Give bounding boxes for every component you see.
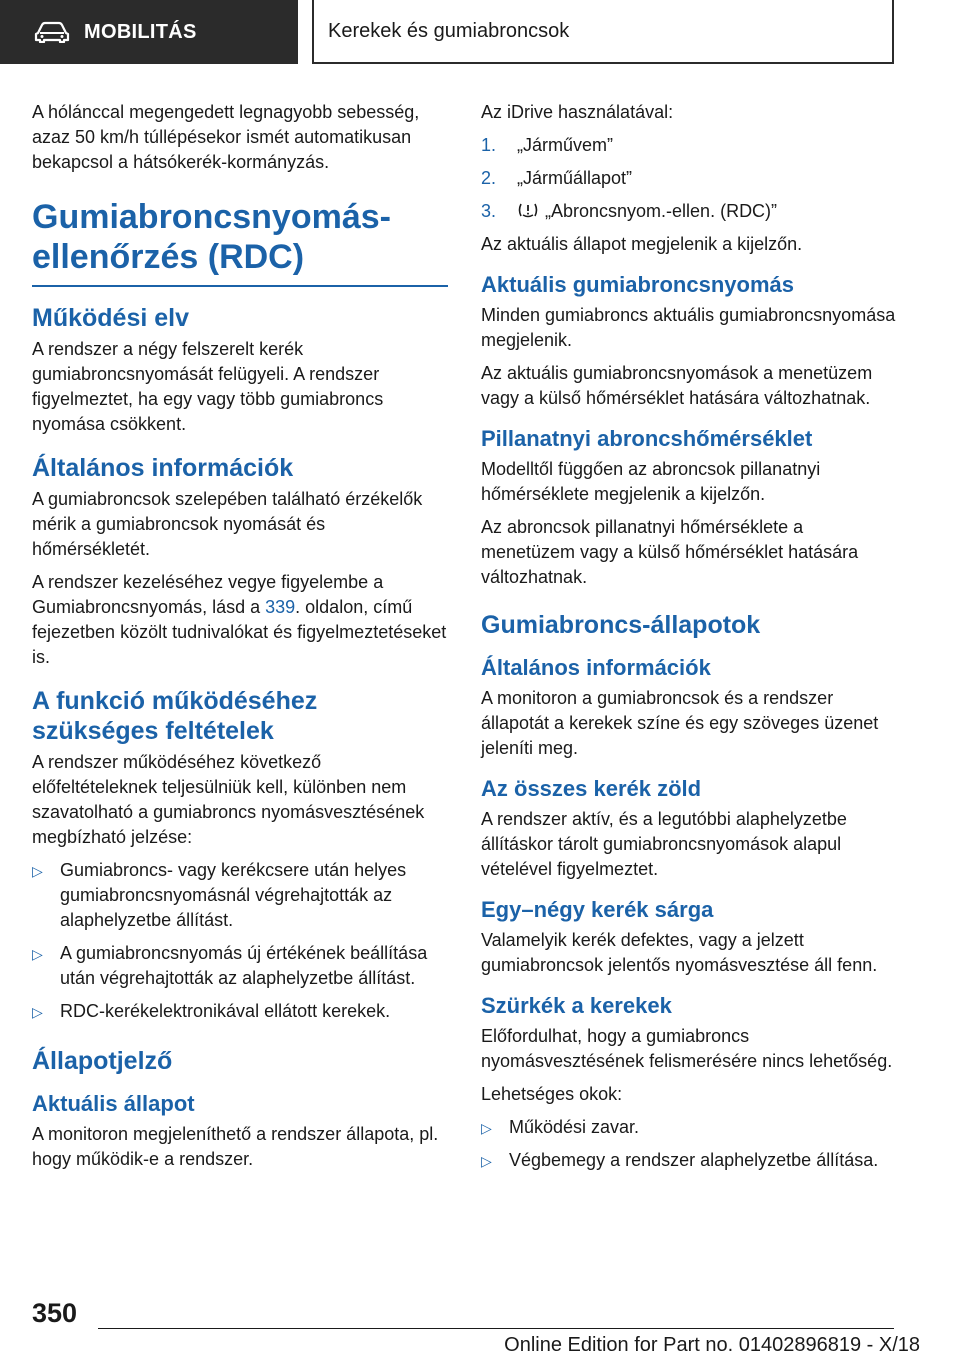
section-title: Kerekek és gumiabroncsok — [328, 19, 570, 42]
list-item-text: Végbemegy a rendszer alaphelyzetbe állítása. — [509, 1150, 879, 1170]
conditions-text: A rendszer működéséhez következő előfeltételeknek teljesülniük kell, különben nem szavatolható a gumiabroncs nyomásvesztésének megbízható jelzése: — [32, 752, 425, 847]
step-number: 2. — [481, 168, 497, 188]
heading-status-indicator: Állapotjelző — [32, 1047, 173, 1075]
list-item — [32, 941, 448, 991]
general-info-text-2b: . oldalon, című fejezetben közölt tudnivalókat és figyelmeztetéseket is. — [32, 597, 447, 667]
possible-causes-label: Lehetséges okok: — [481, 1084, 623, 1104]
idrive-intro: Az iDrive használatával: — [481, 102, 674, 122]
main-title: Gumiabroncsnyomás-ellenőrzés (RDC) — [32, 197, 448, 287]
triangle-bullet-icon: ▷ — [32, 863, 43, 879]
tire-pressure-icon — [517, 201, 539, 219]
idrive-steps — [481, 133, 897, 224]
step-number: 1. — [481, 135, 497, 155]
chapter-tab — [0, 0, 298, 64]
general-info-text-1: A gumiabroncsok szelepében található érzékelők mérik a gumiabroncsok nyomását és hőmérsékletét. — [32, 489, 423, 559]
list-item-text: Gumiabroncs- vagy kerékcsere után helyes gumiabroncsnyomásnál végrehajtották az alaphelyzetbe állítást. — [60, 860, 407, 930]
car-icon — [34, 21, 70, 43]
heading-general-info: Általános információk — [32, 454, 294, 482]
step-item — [481, 166, 897, 191]
left-column — [32, 100, 448, 1180]
general-info-text-2a: A rendszer kezeléséhez vegye figyelembe a Gumiabroncsnyomás, lásd a — [32, 572, 384, 617]
heading-working-principle: Működési elv — [32, 304, 189, 332]
tire-temperature-text-2: Az abroncsok pillanatnyi hőmérséklete a menetüzem vagy a külső hőmérséklet hatására változhatnak. — [481, 517, 859, 587]
conditions-list — [32, 858, 448, 1024]
triangle-bullet-icon: ▷ — [481, 1120, 492, 1136]
step-text: „Járműállapot” — [517, 168, 633, 188]
section-tab — [312, 0, 894, 64]
intro-paragraph: A hólánccal megengedett legnagyobb sebesség, azaz 50 km/h túllépésekor ismét automatikusan bekapcsol a hátsókerék-kormányzás. — [32, 102, 420, 172]
chapter-title: MOBILITÁS — [84, 20, 197, 43]
triangle-bullet-icon: ▷ — [32, 1004, 43, 1020]
yellow-text: Valamelyik kerék defektes, vagy a jelzett gumiabroncsok jelentős nyomásvesztése áll fenn. — [481, 930, 878, 975]
heading-tire-temperature: Pillanatnyi abroncshőmérséklet — [481, 426, 813, 451]
status-displayed-text: Az aktuális állapot megjelenik a kijelzőn. — [481, 234, 803, 254]
grey-text: Előfordulhat, hogy a gumiabroncs nyomásvesztésének felismerésére nincs lehetőség. — [481, 1026, 893, 1071]
page-reference-link[interactable]: 339 — [265, 597, 296, 617]
list-item — [32, 858, 448, 933]
tire-pressure-text-1: Minden gumiabroncs aktuális gumiabroncsnyomása megjelenik. — [481, 305, 896, 350]
heading-yellow: Egy–négy kerék sárga — [481, 897, 714, 922]
step-text: „Abroncsnyom.-ellen. (RDC)” — [545, 201, 778, 221]
heading-conditions: A funkció működéséhez szükséges feltételek — [32, 687, 318, 745]
working-principle-text: A rendszer a négy felszerelt kerék gumiabroncsnyomását felügyeli. A rendszer figyelmeztet, ha egy vagy több gumiabroncs nyomása csökkent. — [32, 339, 384, 434]
triangle-bullet-icon: ▷ — [32, 946, 43, 962]
footer-divider — [98, 1328, 894, 1329]
list-item-text: RDC-kerékelektronikával ellátott kerekek. — [60, 1001, 391, 1021]
tire-temperature-text-1: Modelltől függően az abroncsok pillanatnyi hőmérséklete megjelenik a kijelzőn. — [481, 459, 821, 504]
heading-all-green: Az összes kerék zöld — [481, 776, 702, 801]
footer-edition: Online Edition for Part no. 01402896819 - X/18 — [504, 1334, 920, 1356]
step-item — [481, 199, 897, 224]
list-item — [481, 1115, 897, 1140]
list-item-text: A gumiabroncsnyomás új értékének beállítása után végrehajtották az alaphelyzetbe állítást. — [60, 943, 428, 988]
heading-grey: Szürkék a kerekek — [481, 993, 672, 1018]
list-item — [32, 999, 448, 1024]
step-item — [481, 133, 897, 158]
page-number: 350 — [32, 1298, 78, 1328]
heading-current-status: Aktuális állapot — [32, 1091, 195, 1116]
step-number: 3. — [481, 201, 497, 221]
all-green-text: A rendszer aktív, és a legutóbbi alaphelyzetbe állításkor tárolt gumiabroncsnyomások alapul vételével figyelmeztet. — [481, 809, 847, 879]
current-status-text: A monitoron megjeleníthető a rendszer állapota, pl. hogy működik-e a rendszer. — [32, 1124, 439, 1169]
right-column — [481, 100, 897, 1181]
heading-states-general: Általános információk — [481, 655, 711, 680]
page-header — [0, 0, 960, 66]
general-info-text-2 — [32, 570, 448, 670]
states-general-text: A monitoron a gumiabroncsok és a rendszer állapotát a kerekek színe és egy szöveges üzenet jeleníti meg. — [481, 688, 879, 758]
step-text: „Járművem” — [517, 135, 614, 155]
tire-pressure-text-2: Az aktuális gumiabroncsnyomások a menetüzem vagy a külső hőmérséklet hatására változhatnak. — [481, 363, 873, 408]
causes-list — [481, 1115, 897, 1173]
heading-tire-pressure: Aktuális gumiabroncsnyomás — [481, 272, 794, 297]
list-item — [481, 1148, 897, 1173]
triangle-bullet-icon: ▷ — [481, 1153, 492, 1169]
list-item-text: Működési zavar. — [509, 1117, 640, 1137]
heading-tire-states: Gumiabroncs-állapotok — [481, 611, 761, 639]
